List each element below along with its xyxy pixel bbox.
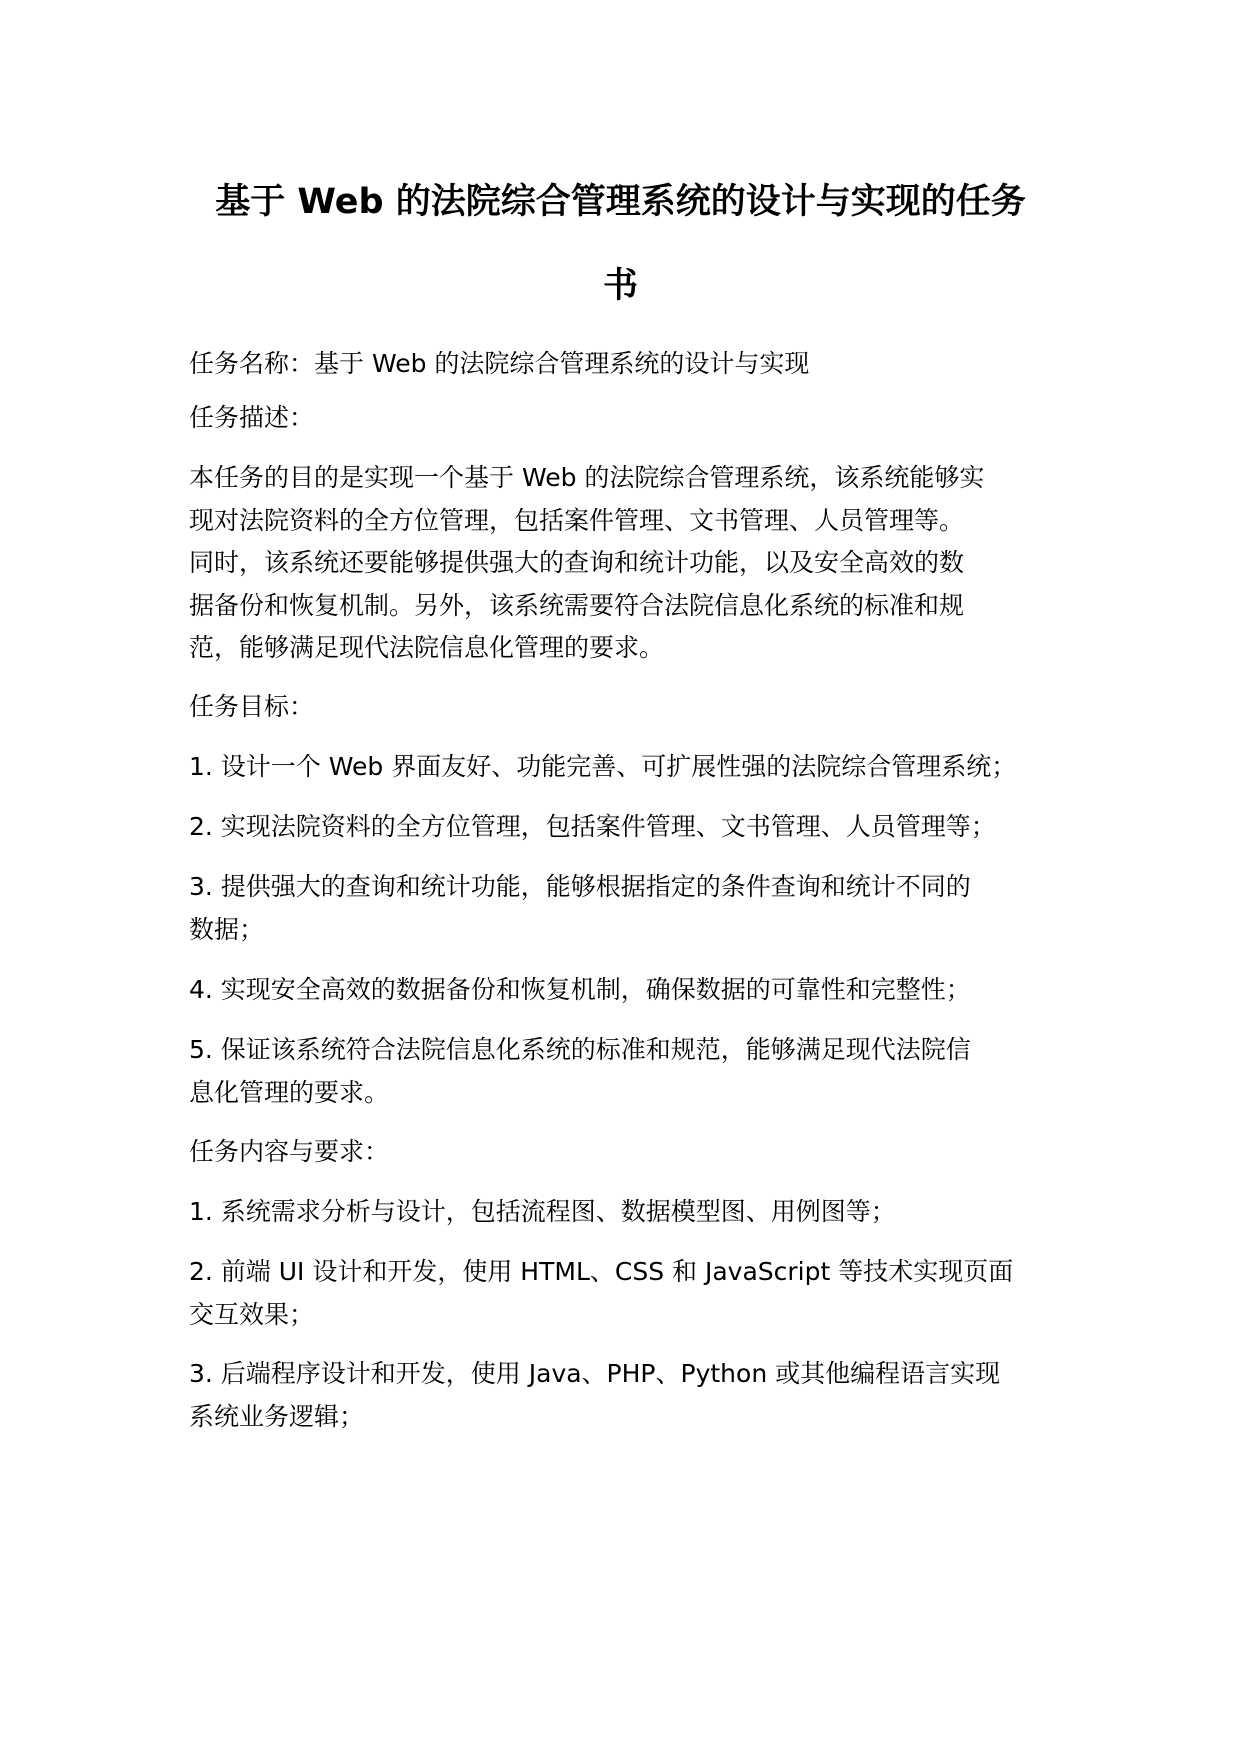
document-title-line-1: 基于 Web 的法院综合管理系统的设计与实现的任务 bbox=[215, 182, 1026, 222]
goal-item: 1. 设计一个 Web 界面友好、功能完善、可扩展性强的法院综合管理系统； bbox=[189, 752, 1017, 781]
document-title-line-2: 书 bbox=[602, 266, 638, 306]
description-line: 现对法院资料的全方位管理，包括案件管理、文书管理、人员管理等。 bbox=[189, 506, 965, 535]
task-goals-heading: 任务目标： bbox=[189, 692, 315, 721]
description-line: 范，能够满足现代法院信息化管理的要求。 bbox=[189, 633, 665, 662]
goal-item: 3. 提供强大的查询和统计功能，能够根据指定的条件查询和统计不同的 bbox=[189, 872, 971, 901]
content-item: 3. 后端程序设计和开发，使用 Java、PHP、Python 或其他编程语言实现 bbox=[189, 1359, 1001, 1388]
goal-item: 4. 实现安全高效的数据备份和恢复机制，确保数据的可靠性和完整性； bbox=[189, 975, 971, 1004]
description-line: 据备份和恢复机制。另外，该系统需要符合法院信息化系统的标准和规 bbox=[189, 591, 965, 620]
goal-item: 2. 实现法院资料的全方位管理，包括案件管理、文书管理、人员管理等； bbox=[189, 812, 996, 841]
task-description-heading: 任务描述： bbox=[189, 403, 315, 432]
description-line: 同时，该系统还要能够提供强大的查询和统计功能，以及安全高效的数 bbox=[189, 548, 965, 577]
content-item: 交互效果； bbox=[189, 1300, 315, 1329]
goal-item: 数据； bbox=[189, 915, 265, 944]
content-item: 1. 系统需求分析与设计，包括流程图、数据模型图、用例图等； bbox=[189, 1197, 896, 1226]
goal-item: 息化管理的要求。 bbox=[189, 1078, 390, 1107]
goal-item: 5. 保证该系统符合法院信息化系统的标准和规范，能够满足现代法院信 bbox=[189, 1035, 971, 1064]
description-line: 本任务的目的是实现一个基于 Web 的法院综合管理系统，该系统能够实 bbox=[189, 463, 985, 492]
task-content-heading: 任务内容与要求： bbox=[189, 1137, 390, 1166]
task-name: 任务名称：基于 Web 的法院综合管理系统的设计与实现 bbox=[189, 349, 810, 378]
content-item: 系统业务逻辑； bbox=[189, 1402, 365, 1431]
content-item: 2. 前端 UI 设计和开发，使用 HTML、CSS 和 JavaScript 等技术实现页面 bbox=[189, 1257, 1014, 1286]
